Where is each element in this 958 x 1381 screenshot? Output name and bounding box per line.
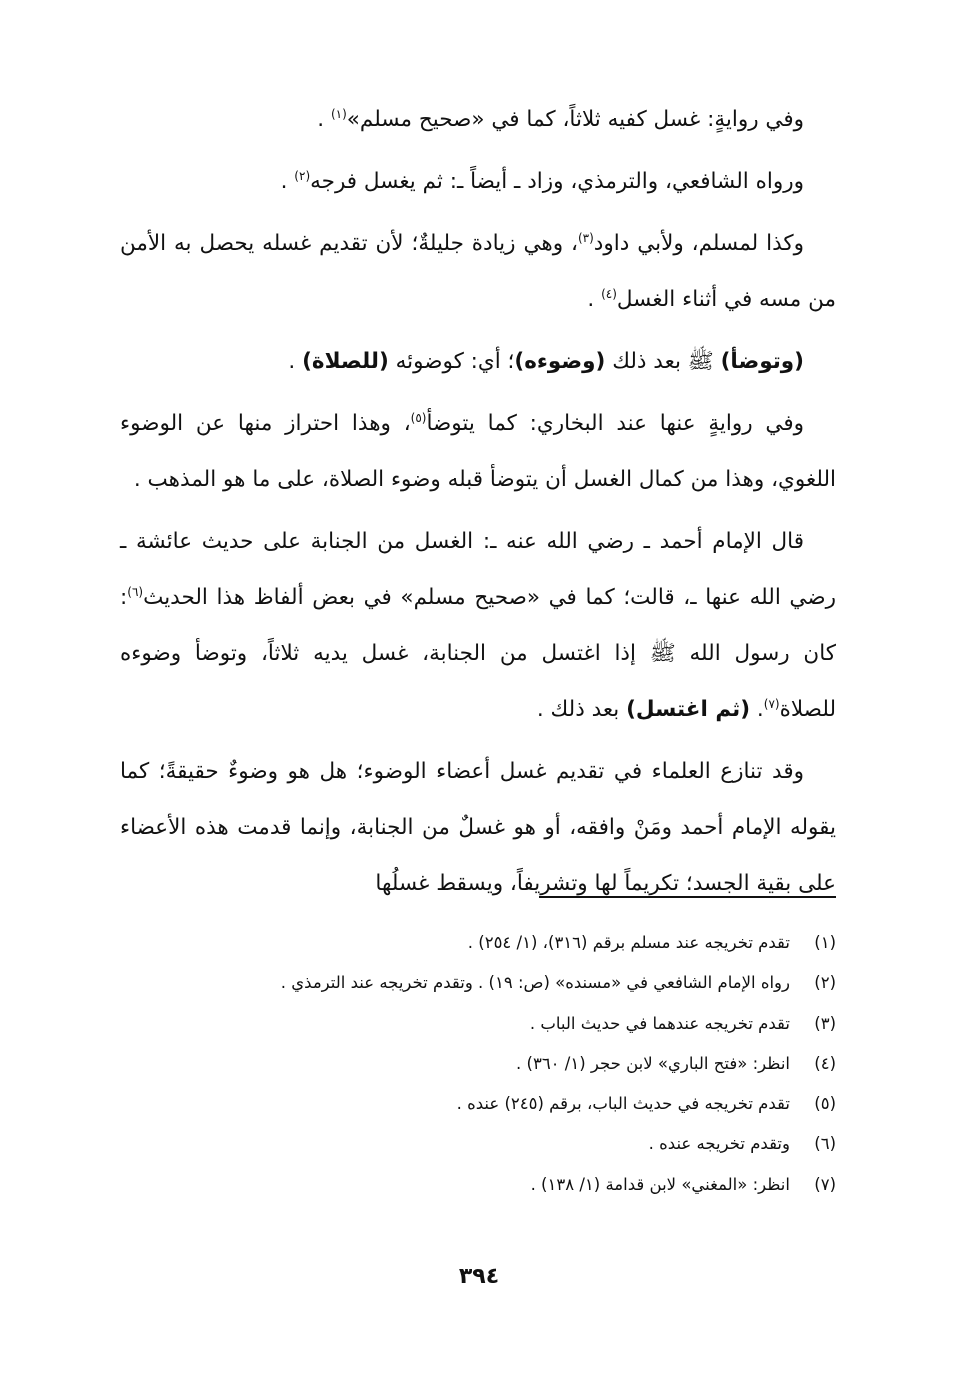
footnote-number: (٣) xyxy=(814,1013,836,1033)
paragraph-3 xyxy=(120,216,836,328)
paragraph-text: ، وهي زيادة جليلةٌ؛ لأن تقديم غسله يحصل به الأمن من مسه في أثناء الغسل xyxy=(120,231,836,312)
footnote-4 xyxy=(120,1044,836,1084)
paragraph-text: . xyxy=(280,169,295,194)
paragraph-6 xyxy=(120,514,836,738)
paragraph-text: وكذا لمسلم، ولأبي داود xyxy=(593,231,804,256)
footnote-text: تقدم تخريجه في حديث الباب، برقم (٢٤٥) عنده . xyxy=(456,1094,790,1114)
paragraph-text: ﷺ بعد ذلك xyxy=(605,349,721,374)
footnote-1 xyxy=(120,923,836,963)
footnote-number: (٢) xyxy=(814,973,836,993)
paragraph-text: : كان رسول الله ﷺ إذا اغتسل من الجنابة، غسل يديه ثلاثاً، وتوضأ وضوءه للصلاة xyxy=(120,585,836,722)
footnote-ref-7[interactable]: (٧) xyxy=(763,696,780,711)
paragraph-text: قال الإمام أحمد ـ رضي الله عنه ـ: الغسل من الجنابة على حديث عائشة ـ رضي الله عنها ـ، قالت؛ كما في «صحيح مسلم» في بعض ألفاظ هذا الحديث xyxy=(120,529,836,610)
paragraph-text: . xyxy=(750,697,764,722)
footnote-7 xyxy=(120,1165,836,1205)
matn-quote: (ثم اغتسل) xyxy=(626,697,751,722)
paragraph-text: ، وهذا احتراز منها عن الوضوء اللغوي، وهذا من كمال الغسل أن يتوضأ قبله وضوء الصلاة، على ما هو المذهب . xyxy=(120,411,836,492)
paragraph-text: وقد تنازع العلماء في تقديم غسل أعضاء الوضوء؛ هل هو وضوءٌ حقيقةً؛ كما يقوله الإمام أحمد ومَنْ وافقه، أو هو غسلٌ من الجنابة، وإنما قدمت هذه الأعضاء على بقية الجسد؛ تكريماً لها وتشريفاً، ويسقط غسلُها xyxy=(120,759,836,896)
footnote-ref-6[interactable]: (٦) xyxy=(127,584,144,599)
footnote-ref-1[interactable]: (١) xyxy=(330,106,347,121)
paragraph-text: بعد ذلك . xyxy=(536,697,627,722)
paragraph-4 xyxy=(120,334,836,390)
paragraph-text: . xyxy=(587,287,602,312)
footnote-ref-3[interactable]: (٣) xyxy=(577,230,594,245)
footnote-5 xyxy=(120,1084,836,1124)
matn-quote: (وتوضأ) xyxy=(720,349,804,374)
footnote-ref-4[interactable]: (٤) xyxy=(601,286,617,301)
paragraph-text: وفي روايةٍ: غسل كفيه ثلاثاً، كما في «صحيح مسلم» xyxy=(346,107,804,132)
footnote-text: انظر: «فتح الباري» لابن حجر (١/ ٣٦٠) . xyxy=(516,1053,790,1073)
footnote-text: تقدم تخريجه عند مسلم برقم (٣١٦)، (١/ ٢٥٤) . xyxy=(467,933,790,952)
footnote-3 xyxy=(120,1004,836,1044)
footnote-number: (١) xyxy=(814,933,836,952)
footnote-number: (٤) xyxy=(814,1053,836,1073)
matn-quote: (وضوءه) xyxy=(514,349,606,374)
footnote-text: رواه الإمام الشافعي في «مسنده» (ص: ١٩) . وتقدم تخريجه عند الترمذي . xyxy=(280,973,790,993)
paragraph-7 xyxy=(120,744,836,912)
footnote-2 xyxy=(120,963,836,1003)
footnote-ref-2[interactable]: (٢) xyxy=(294,168,311,183)
footnote-text: تقدم تخريجه عندهما في حديث الباب . xyxy=(529,1013,790,1033)
footnote-text: انظر: «المغني» لابن قدامة (١/ ١٣٨) . xyxy=(530,1174,790,1194)
footnote-separator xyxy=(539,896,836,898)
footnote-number: (٥) xyxy=(814,1094,836,1114)
paragraph-text: . xyxy=(317,107,331,132)
paragraph-text: وفي روايةٍ عنها عند البخاري: كما يتوضأ xyxy=(426,411,804,436)
footnotes xyxy=(120,923,836,1205)
page-number: ٣٩٤ xyxy=(458,1264,500,1289)
footnote-number: (٧) xyxy=(814,1174,836,1194)
paragraph-2 xyxy=(120,154,836,210)
paragraph-text: . xyxy=(288,349,303,374)
main-text xyxy=(120,92,836,918)
paragraph-text: ورواه الشافعي، والترمذي، وزاد ـ أيضاً ـ: ثم يغسل فرجه xyxy=(310,169,804,194)
paragraph-1 xyxy=(120,92,836,148)
footnote-6 xyxy=(120,1124,836,1164)
footnote-text: وتقدم تخريجه عنده . xyxy=(648,1134,790,1154)
footnote-ref-5[interactable]: (٥) xyxy=(410,410,427,425)
paragraph-5 xyxy=(120,396,836,508)
paragraph-text: ؛ أي: كوضوئه xyxy=(388,349,515,374)
matn-quote: (للصلاة) xyxy=(302,349,389,374)
footnote-number: (٦) xyxy=(814,1134,836,1154)
